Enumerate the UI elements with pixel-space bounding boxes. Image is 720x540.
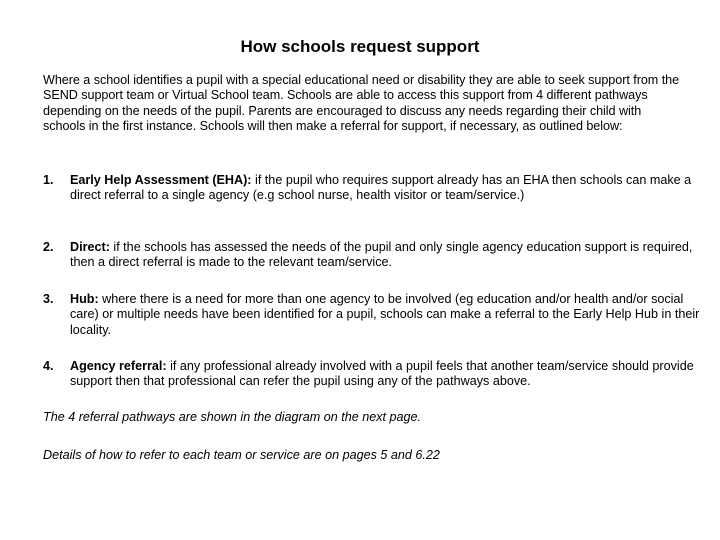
list-item-direct — [43, 240, 708, 271]
list-item-body — [70, 173, 708, 204]
list-item-term: Hub: — [70, 292, 99, 306]
list-item-number: 3. — [43, 292, 54, 306]
list-item-text: if the pupil who requires support already has an EHA then schools can make a direct referral to a single agency (e.g school nurse, health visitor or team/service.) — [70, 173, 692, 203]
list-item-hub — [43, 292, 708, 338]
list-item-number: 4. — [43, 359, 54, 373]
list-item-term: Direct: — [70, 240, 110, 254]
list-item-number: 2. — [43, 240, 54, 254]
list-item-body — [70, 240, 708, 271]
note-diagram: The 4 referral pathways are shown in the diagram on the next page. — [43, 410, 422, 424]
page-title: How schools request support — [240, 37, 480, 56]
list-item-agency-referral — [43, 359, 708, 390]
intro-paragraph: Where a school identifies a pupil with a special educational need or disability they are able to seek support from the SEND support team or Virtual School team. Schools are able to access this support from 4 different pathways depending on the needs of the pupil. Parents are encouraged to discuss any needs regarding their child with schools in the first instance. Schools will then make a referral for support, if necessary, as outlined below: — [43, 73, 680, 134]
list-item-text: if any professional already involved with a pupil feels that another team/service should provide support then that professional can refer the pupil using any of the pathways above. — [70, 359, 694, 389]
list-item-term: Agency referral: — [70, 359, 167, 373]
list-item-body — [70, 359, 708, 390]
list-item-eha — [43, 173, 708, 204]
list-item-text: where there is a need for more than one agency to be involved (eg education and/or health and/or social care) or multiple needs have been identified for a pupil, schools can make a referral to the Early Help Hub in their locality. — [70, 292, 700, 337]
list-item-number: 1. — [43, 173, 54, 187]
list-item-body — [70, 292, 708, 338]
note-details: Details of how to refer to each team or service are on pages 5 and 6.22 — [43, 448, 440, 462]
list-item-term: Early Help Assessment (EHA): — [70, 173, 252, 187]
list-item-text: if the schools has assessed the needs of the pupil and only single agency education support is required, then a direct referral is made to the relevant team/service. — [70, 240, 693, 270]
